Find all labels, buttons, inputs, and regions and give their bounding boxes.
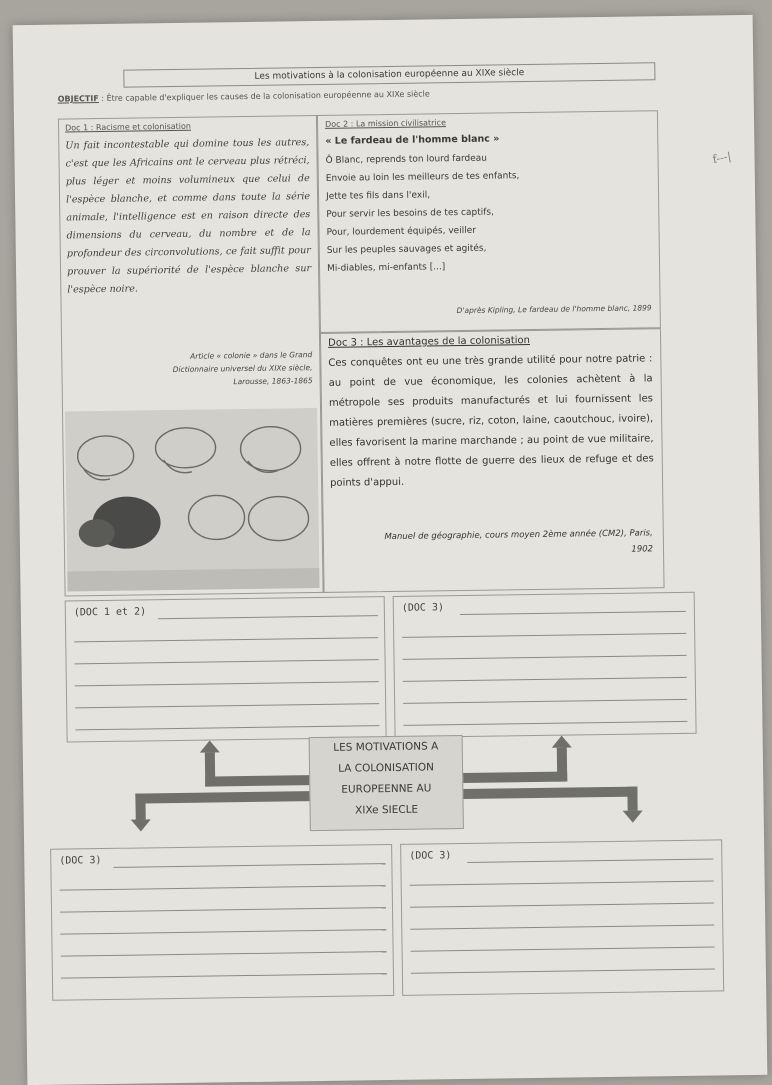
writing-line[interactable] [402, 633, 686, 638]
writing-line[interactable] [410, 925, 714, 930]
doc3-text: Ces conquêtes ont eu une très grande utilité pour notre patrie : au point de vue économique, les colonies achètent à la métropole ses produits manufacturés et lui fournissent les matières premières (sucre, riz, coton, laine, caoutchouc, ivoire), elles favorisent la marine marchande ; au point de vue militaire, elles offrent à notre flotte de guerre des lieux de refuge et des points d'appui. [328, 353, 654, 489]
central-theme-line: LES MOTIVATIONS A [333, 740, 439, 754]
doc3-source-line: 1902 [631, 544, 654, 555]
answer-label: (DOC 3) [409, 850, 452, 862]
writing-line[interactable] [411, 969, 715, 974]
connector-horizontal-right [461, 772, 567, 783]
doc2-panel [316, 110, 661, 333]
writing-line[interactable] [60, 929, 386, 935]
writing-line[interactable] [61, 973, 387, 979]
writing-line[interactable] [74, 637, 378, 642]
central-theme-line: LA COLONISATION [338, 761, 434, 775]
writing-line[interactable] [410, 903, 714, 908]
objective: OBJECTIF : Être capable d'expliquer les causes de la colonisation européenne au XIXe siècle [57, 89, 430, 104]
connector-horizontal-left-lower [135, 791, 309, 803]
answer-label: (DOC 3) [401, 602, 445, 614]
central-theme-line: EUROPEENNE AU [341, 782, 432, 796]
connector-horizontal-left [205, 775, 309, 786]
poem-line: Sur les peuples sauvages et agités, [326, 243, 487, 256]
writing-line[interactable] [460, 611, 686, 615]
page-title: Les motivations à la colonisation européenne au XIXe siècle [123, 62, 655, 87]
objective-label: OBJECTIF [57, 94, 99, 104]
answer-box-bottom-right[interactable] [400, 839, 724, 995]
poem-line: Jette tes fils dans l'exil, [325, 190, 431, 202]
skulls-drawing [65, 408, 319, 592]
writing-line[interactable] [75, 659, 379, 664]
writing-line[interactable] [403, 699, 687, 704]
doc1-panel [58, 115, 325, 597]
writing-line[interactable] [75, 725, 379, 730]
writing-line[interactable] [403, 677, 687, 682]
poem-line: Mi-diables, mi-enfants [...] [326, 262, 446, 274]
arrow-up-left-icon [200, 740, 220, 752]
skulls-illustration [65, 408, 319, 592]
answer-box-top-right[interactable] [393, 592, 697, 738]
doc2-source: D'après Kipling, Le fardeau de l'homme blanc, 1899 [456, 303, 652, 316]
doc1-text: Un fait incontestable qui domine tous les autres, c'est que les Africains ont le cerveau plus rétréci, plus léger et moins volumineux que celui de l'espèce blanche, et comme dans toute la série animale, l'intelligence est en raison directe des dimensions du cerveau, du nombre et de la profondeur des circonvolutions, ce fait suffit pour prouver la supériorité de l'espèce blanche sur l'espèce noire. [65, 137, 312, 296]
doc2-title: Doc 2 : La mission civilisatrice [324, 118, 447, 129]
answer-label: (DOC 3) [59, 855, 102, 867]
answer-label: (DOC 1 et 2) [73, 606, 147, 619]
doc2-heading: « Le fardeau de l'homme blanc » [325, 133, 500, 147]
poem-line: Pour, lourdement équipés, veiller [326, 225, 476, 238]
writing-line[interactable] [410, 881, 714, 886]
writing-line[interactable] [158, 615, 378, 619]
writing-line[interactable] [61, 951, 387, 957]
writing-line[interactable] [75, 703, 379, 708]
doc3-panel [319, 328, 665, 593]
doc1-source-line: Dictionnaire universel du XIXe siècle, [172, 363, 313, 375]
objective-text: Être capable d'expliquer les causes de la colonisation européenne au XIXe siècle [106, 89, 430, 103]
doc1-source-line: Larousse, 1863-1865 [233, 376, 313, 387]
writing-line[interactable] [467, 859, 713, 863]
writing-line[interactable] [60, 885, 386, 891]
connector-vertical-right-up [557, 748, 567, 782]
answer-box-top-left[interactable] [65, 596, 387, 742]
margin-pen-mark: f---| [711, 149, 733, 166]
writing-line[interactable] [113, 863, 385, 868]
connector-vertical-left-up [205, 752, 215, 786]
doc3-source [343, 525, 653, 561]
arrow-down-right-icon [623, 810, 643, 822]
writing-line[interactable] [411, 947, 715, 952]
writing-line[interactable] [403, 655, 687, 660]
poem-line: Ô Blanc, reprends ton lourd fardeau [325, 153, 488, 166]
connector-vertical-left-down [135, 793, 145, 819]
writing-line[interactable] [403, 721, 687, 726]
writing-line[interactable] [60, 907, 386, 913]
writing-line[interactable] [75, 681, 379, 686]
connector-vertical-right-down [627, 787, 637, 811]
doc1-source-line: Article « colonie » dans le Grand [190, 350, 313, 361]
poem-line: Pour servir les besoins de tes captifs, [326, 207, 495, 220]
answer-box-bottom-left[interactable] [50, 844, 394, 1001]
doc1-source [72, 348, 313, 390]
connector-horizontal-right-lower [461, 787, 637, 799]
doc3-title: Doc 3 : Les avantages de la colonisation [328, 335, 531, 349]
arrow-down-left-icon [131, 819, 151, 831]
poem-line: Envoie au loin les meilleurs de tes enfants, [325, 171, 520, 184]
central-theme-line: XIXe SIECLE [355, 803, 419, 817]
doc2-poem [325, 147, 653, 278]
worksheet-page [13, 15, 768, 1085]
central-theme-box [309, 735, 464, 831]
doc3-source-line: Manuel de géographie, cours moyen 2ème année (CM2), Paris, [384, 528, 653, 543]
arrow-up-right-icon [552, 735, 572, 747]
doc1-title: Doc 1 : Racisme et colonisation [65, 121, 192, 133]
